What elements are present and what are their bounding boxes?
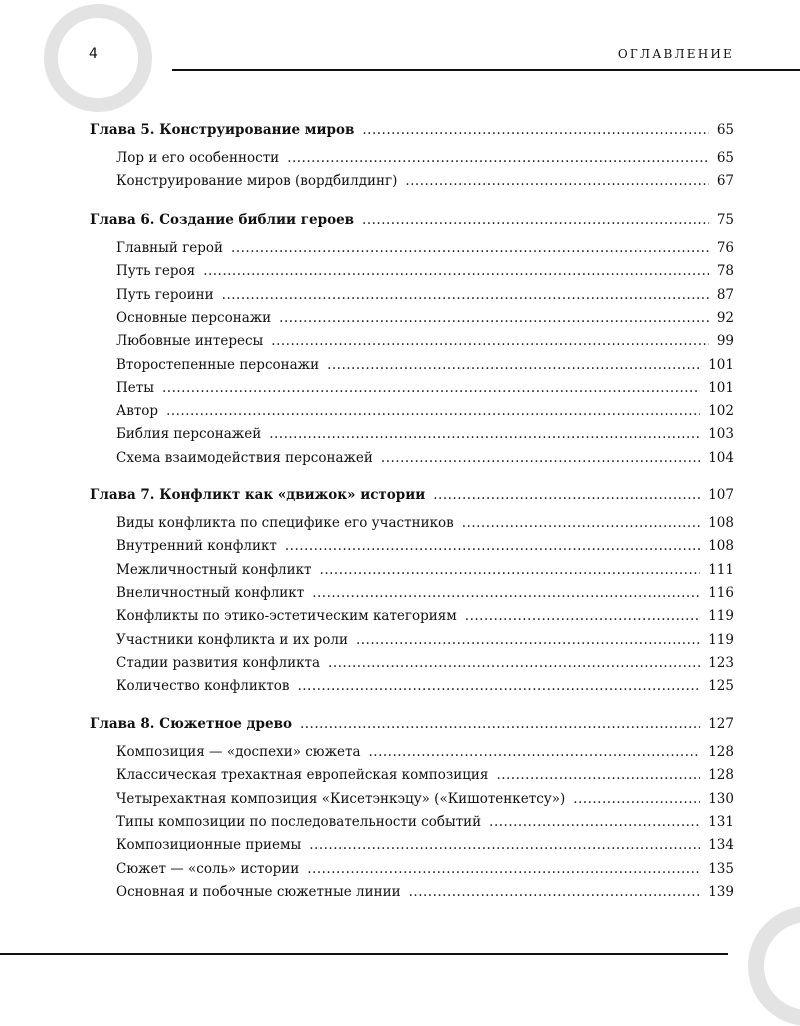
page-ref: 128 [708, 744, 734, 760]
section-title-entry: Типы композиции по последовательности событий [116, 813, 482, 830]
section-title-entry: Конструирование миров (вордбилдинг) [116, 173, 398, 190]
section-title-entry: Автор [116, 403, 159, 420]
chapter-title: Глава 6. Создание библии героев [90, 212, 355, 228]
page-number: 4 [89, 46, 98, 62]
toc-section-entry [116, 791, 734, 811]
section-title-entry: Участники конфликта и их роли [116, 631, 348, 648]
toc-section-entry [116, 608, 734, 628]
header-rule [172, 69, 800, 71]
section-title-entry: Второстепенные персонажи [116, 356, 320, 373]
dot-leader [279, 310, 709, 326]
page-ref: 92 [716, 309, 734, 326]
toc-section-entry [116, 861, 734, 881]
toc-section-entry [116, 426, 734, 446]
page-ref: 119 [708, 608, 734, 625]
toc-section-entry [116, 287, 734, 307]
dot-leader [307, 861, 700, 877]
dot-leader [409, 884, 701, 900]
section-title-entry: Основная и побочные сюжетные линии [116, 883, 401, 900]
section-title-entry: Виды конфликта по специфике его участников [116, 515, 454, 531]
toc-section-entry [116, 678, 734, 698]
page-ref: 127 [708, 716, 734, 732]
page-ref: 99 [716, 333, 734, 350]
section-title-entry: Главный герой [116, 240, 224, 256]
page-ref: 119 [708, 631, 734, 648]
page-ref: 130 [708, 790, 734, 807]
section-title-entry: Композиционные приемы [116, 837, 302, 854]
dot-leader [462, 515, 700, 531]
section-title: ОГЛАВЛЕНИЕ [617, 47, 734, 61]
page-ref: 128 [708, 767, 734, 784]
section-title-entry: Внеличностный конфликт [116, 584, 305, 601]
page-ref: 108 [708, 538, 734, 555]
toc-section-entry [116, 240, 734, 260]
toc-section-entry [116, 263, 734, 283]
toc-section-entry [116, 632, 734, 652]
section-title-entry: Внутренний конфликт [116, 538, 277, 555]
dot-leader [297, 678, 700, 694]
dot-leader [269, 426, 700, 442]
dot-leader [327, 357, 700, 373]
page-ref: 108 [708, 515, 734, 531]
toc-section-entry [116, 538, 734, 558]
dot-leader [166, 403, 700, 419]
dot-leader [287, 150, 709, 166]
dot-leader [496, 767, 700, 783]
page-ref: 102 [708, 403, 734, 420]
page-ref: 123 [708, 654, 734, 671]
page-ref: 101 [708, 379, 734, 396]
dot-leader [203, 263, 709, 279]
toc-section-entry [116, 310, 734, 330]
dot-leader [489, 814, 700, 830]
dot-leader [231, 240, 709, 256]
toc-section-entry [116, 515, 734, 535]
toc-section-entry [116, 562, 734, 582]
toc-section-entry [116, 380, 734, 400]
page-ref: 75 [716, 212, 734, 228]
dot-leader [162, 380, 700, 396]
section-title-entry: Путь героя [116, 263, 196, 280]
dot-leader [405, 173, 708, 189]
section-title-entry: Конфликты по этико-эстетическим категориям [116, 608, 457, 625]
dot-leader [309, 837, 700, 853]
toc-section-entry [116, 173, 734, 193]
toc-section-entry [116, 814, 734, 834]
section-title-entry: Основные персонажи [116, 309, 272, 326]
dot-leader [222, 287, 709, 303]
toc-chapter-entry [90, 212, 734, 232]
section-title-entry: Библия персонажей [116, 426, 262, 443]
section-title-entry: Композиция — «доспехи» сюжета [116, 744, 361, 760]
section-title-entry: Сюжет — «соль» истории [116, 860, 300, 877]
chapter-title: Глава 8. Сюжетное древо [90, 716, 292, 732]
toc-section-entry [116, 744, 734, 764]
dot-leader [300, 716, 700, 732]
section-title-entry: Межличностный конфликт [116, 561, 312, 578]
page-ref: 67 [716, 173, 734, 190]
toc-section-entry [116, 767, 734, 787]
chapter-title: Глава 7. Конфликт как «движок» истории [90, 487, 426, 503]
dot-leader [573, 791, 700, 807]
footer-rule [0, 953, 728, 955]
dot-leader [362, 212, 709, 228]
toc-section-entry [116, 357, 734, 377]
toc-section-entry [116, 450, 734, 470]
dot-leader [381, 450, 700, 466]
page-ref: 65 [716, 122, 734, 138]
page-ref: 104 [708, 449, 734, 466]
page-ref: 116 [708, 584, 734, 601]
toc-section-entry [116, 403, 734, 423]
page-ref: 134 [708, 837, 734, 854]
section-title-entry: Петы [116, 379, 154, 396]
page-ref: 78 [716, 263, 734, 280]
dot-leader [362, 122, 708, 138]
page-ref: 135 [708, 860, 734, 877]
dot-leader [271, 333, 709, 349]
toc-chapter-entry [90, 716, 734, 736]
page-ref: 131 [708, 813, 734, 830]
dot-leader [328, 655, 700, 671]
page-ref: 125 [708, 678, 734, 695]
page-ref: 76 [716, 240, 734, 256]
dot-leader [356, 632, 700, 648]
toc-chapter-entry [90, 122, 734, 142]
page-ref: 101 [708, 356, 734, 373]
section-title-entry: Стадии развития конфликта [116, 654, 321, 671]
dot-leader [320, 562, 701, 578]
chapter-title: Глава 5. Конструирование миров [90, 122, 355, 138]
decorative-ring-bottom [748, 906, 800, 1026]
dot-leader [285, 538, 700, 554]
toc-chapter-entry [90, 487, 734, 507]
toc-section-entry [116, 333, 734, 353]
section-title-entry: Четырехактная композиция «Кисетэнкэцу» («Кишотенкетсу») [116, 790, 566, 807]
dot-leader [465, 608, 700, 624]
page-ref: 103 [708, 426, 734, 443]
page-ref: 65 [716, 150, 734, 166]
section-title-entry: Любовные интересы [116, 333, 264, 350]
decorative-ring-top [44, 4, 152, 112]
toc-section-entry [116, 837, 734, 857]
toc-section-entry [116, 884, 734, 904]
page-ref: 87 [716, 286, 734, 303]
dot-leader [312, 585, 700, 601]
toc-section-entry [116, 150, 734, 170]
dot-leader [369, 744, 701, 760]
toc-section-entry [116, 585, 734, 605]
section-title-entry: Схема взаимодействия персонажей [116, 449, 373, 466]
toc-section-entry [116, 655, 734, 675]
section-title-entry: Классическая трехактная европейская композиция [116, 767, 489, 784]
page-ref: 111 [708, 561, 734, 578]
section-title-entry: Количество конфликтов [116, 678, 290, 695]
page-ref: 139 [708, 883, 734, 900]
page-ref: 107 [708, 487, 734, 503]
section-title-entry: Лор и его особенности [116, 150, 280, 166]
dot-leader [433, 487, 700, 503]
section-title-entry: Путь героини [116, 286, 214, 303]
